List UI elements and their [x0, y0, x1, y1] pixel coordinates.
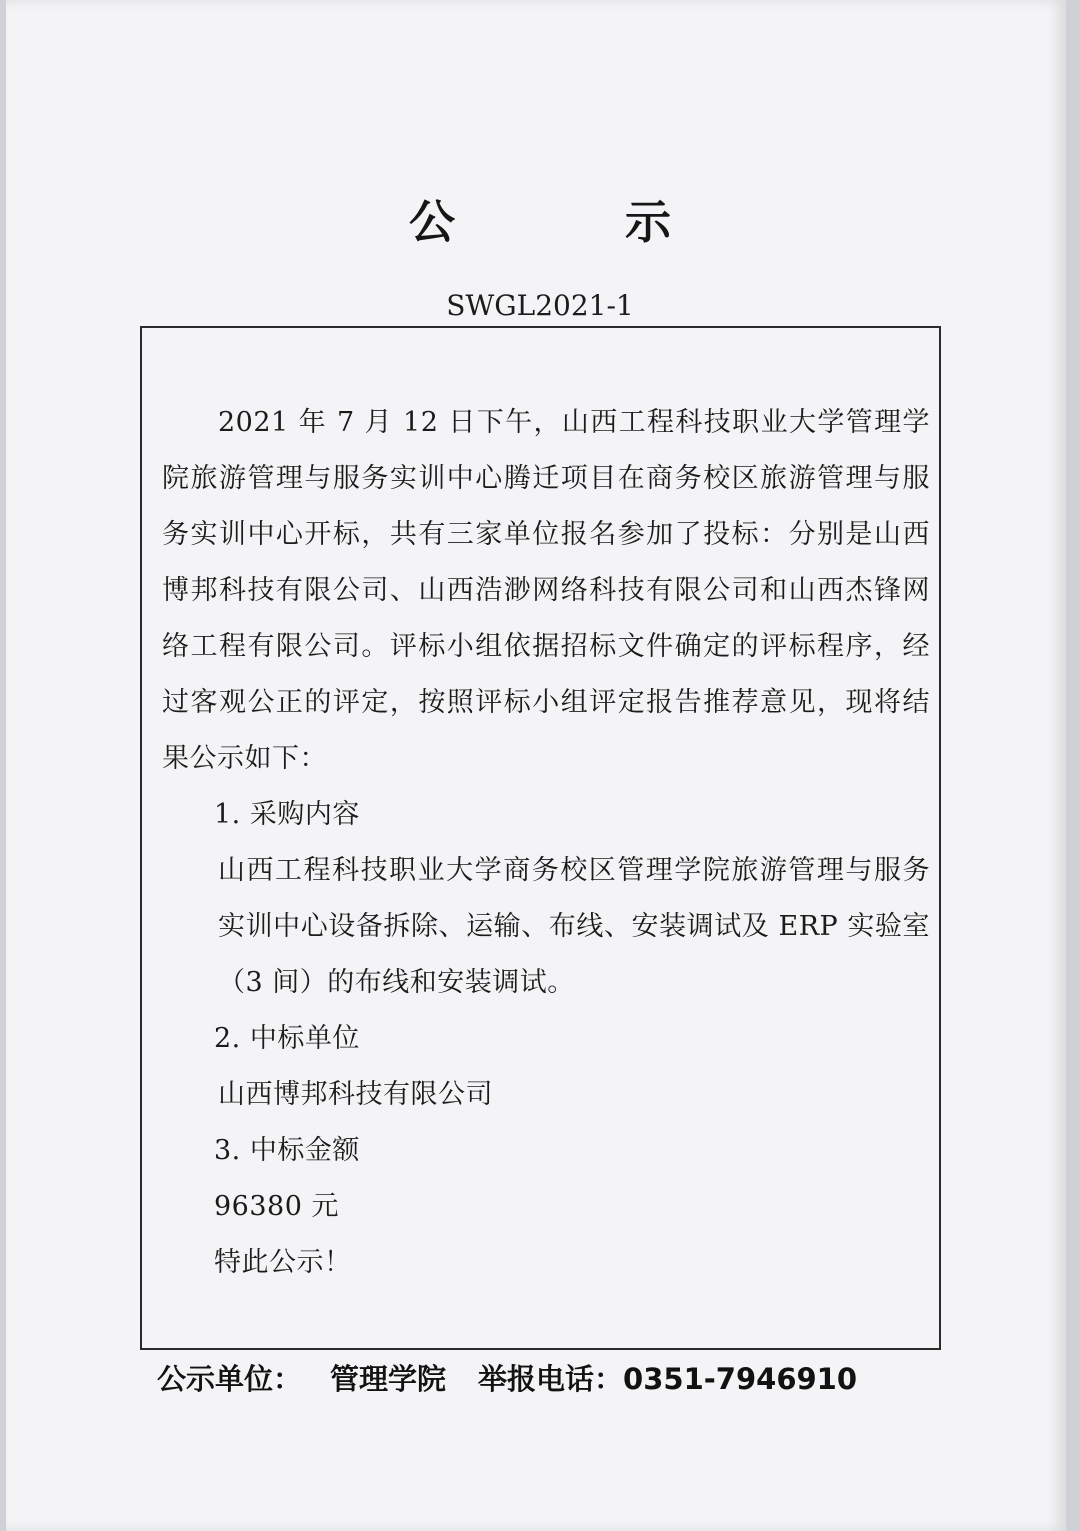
intro-paragraph: 2021 年 7 月 12 日下午，山西工程科技职业大学管理学院旅游管理与服务实训中心腾迁项目在商务校区旅游管理与服务实训中心开标，共有三家单位报名参加了投标：分别是山西博邦科技有限公司、山西浩渺网络科技有限公司和山西杰锋网络工程有限公司。评标小组依据招标文件确定的评标程序，经过客观公正的评定，按照评标小组评定报告推荐意见，现将结果公示如下： — [162, 407, 930, 774]
notice-body — [162, 395, 930, 1291]
page-title: 公 示 — [409, 195, 733, 249]
publisher-name: 管理学院 — [330, 1362, 447, 1396]
section-content-winner: 山西博邦科技有限公司 — [218, 1079, 493, 1110]
section-content-procurement: 山西工程科技职业大学商务校区管理学院旅游管理与服务实训中心设备拆除、运输、布线、安装调试及 ERP 实验室（3 间）的布线和安装调试。 — [218, 855, 930, 998]
closing-text: 特此公示！ — [214, 1247, 352, 1278]
phone-label: 举报电话： — [478, 1362, 624, 1396]
section-heading-amount: 3. 中标金额 — [214, 1135, 360, 1166]
phone-number: 0351-7946910 — [623, 1362, 858, 1396]
section-content-amount: 96380 元 — [214, 1191, 339, 1222]
section-heading-procurement: 1. 采购内容 — [214, 799, 360, 830]
footer-line — [157, 1357, 857, 1398]
section-heading-winner: 2. 中标单位 — [214, 1023, 360, 1054]
document-number: SWGL2021-1 — [446, 289, 634, 322]
publisher-label: 公示单位： — [157, 1362, 303, 1396]
